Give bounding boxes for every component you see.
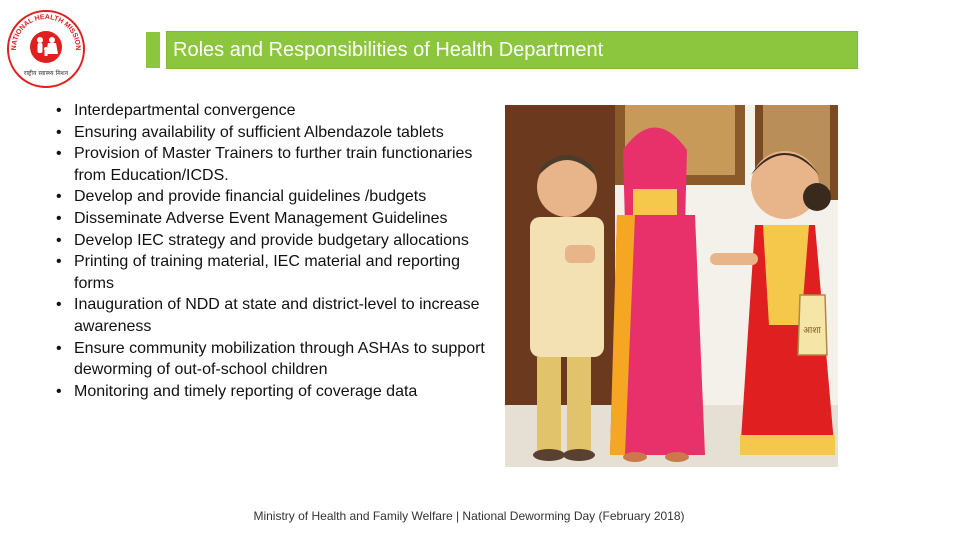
list-item: • Develop and provide financial guidelines /budgets xyxy=(56,188,427,206)
list-item: • Develop IEC strategy and provide budgetary allocations xyxy=(56,231,469,249)
page-title: Roles and Responsibilities of Health Department xyxy=(166,31,858,69)
list-item: • Inauguration of NDD at state and district-level to increase awareness xyxy=(56,296,480,335)
logo-text: NATIONAL HEALTH MISSION xyxy=(10,13,82,51)
list-item: • Disseminate Adverse Event Management Guidelines xyxy=(56,209,448,227)
title-accent-bar xyxy=(146,32,160,68)
nhm-logo xyxy=(6,9,86,89)
asha-bag-label: आशा xyxy=(803,326,821,336)
list-item: • Provision of Master Trainers to further train functionaries from Education/ICDS. xyxy=(56,145,473,184)
list-item: • Printing of training material, IEC material and reporting forms xyxy=(56,253,460,292)
footer-text: Ministry of Health and Family Welfare | National Deworming Day (February 2018) xyxy=(253,509,685,523)
community-meeting-illustration xyxy=(505,105,838,467)
list-item: • Ensuring availability of sufficient Albendazole tablets xyxy=(56,123,444,141)
responsibilities-list xyxy=(54,100,494,402)
list-item: • Interdepartmental convergence xyxy=(56,102,296,119)
logo-tagline: राष्ट्रीय स्वास्थ्य मिशन xyxy=(23,70,69,77)
list-item: • Monitoring and timely reporting of coverage data xyxy=(56,382,418,400)
list-item: • Ensure community mobilization through ASHAs to support deworming of out-of-school children xyxy=(56,339,485,379)
